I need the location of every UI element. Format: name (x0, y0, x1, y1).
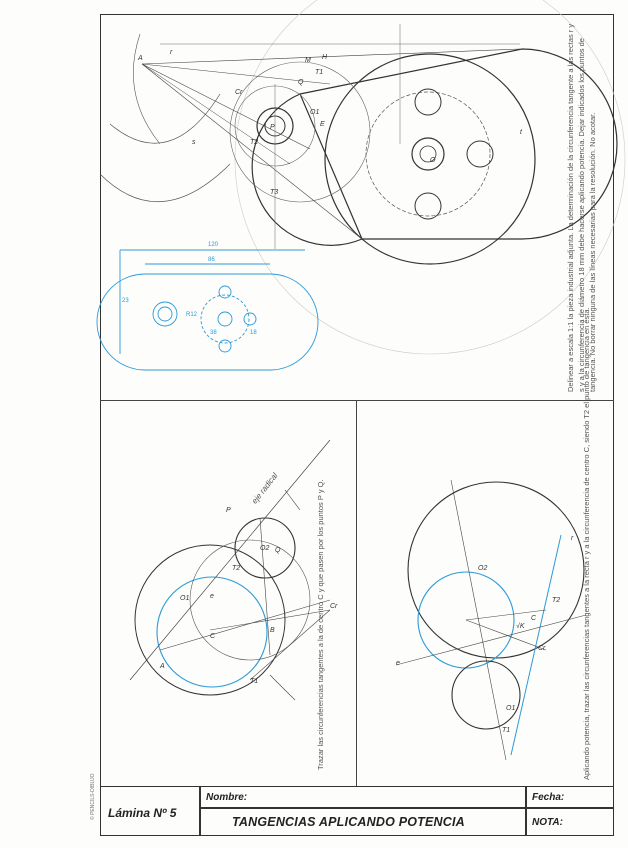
exercise-3-instructions: Aplicando potencia, trazar las circunferencias tangentes a la recta r y a la circunferencia de centro C, siendo T2 el punto de tangencia en ésta. (582, 307, 591, 780)
fecha-label: Fecha: (532, 792, 565, 803)
svg-text:18: 18 (250, 330, 257, 336)
exercise-1-panel (100, 14, 614, 400)
svg-text:23: 23 (122, 298, 129, 304)
svg-text:Cr: Cr (330, 603, 338, 610)
exercise-2-instructions: Trazar las circunferencias tangentes a la de centro C y que pasen por los puntos P y Q. (316, 479, 325, 770)
svg-text:Cr: Cr (538, 645, 546, 652)
svg-text:s: s (192, 139, 196, 146)
svg-text:A: A (160, 663, 165, 670)
exercise-3-panel (356, 307, 614, 786)
title-block (100, 786, 614, 836)
svg-text:86: 86 (208, 257, 215, 263)
svg-text:38: 38 (210, 330, 217, 336)
svg-text:A: A (138, 55, 143, 62)
svg-text:T1: T1 (250, 678, 259, 685)
svg-text:T1: T1 (502, 727, 511, 734)
svg-text:P: P (270, 124, 275, 131)
nota-label: NOTA: (532, 817, 563, 828)
svg-text:E: E (320, 121, 325, 128)
svg-text:O1: O1 (180, 595, 190, 602)
svg-text:P: P (226, 507, 231, 514)
svg-text:Q: Q (298, 79, 304, 86)
svg-text:T2: T2 (232, 565, 241, 572)
svg-text:O1: O1 (310, 109, 320, 116)
svg-text:Cr: Cr (235, 89, 243, 96)
svg-text:B: B (270, 627, 275, 634)
svg-text:e: e (210, 593, 214, 600)
svg-text:r: r (170, 49, 173, 56)
svg-text:O2: O2 (260, 545, 270, 552)
svg-text:T2: T2 (552, 597, 561, 604)
svg-text:O2: O2 (478, 565, 488, 572)
svg-text:e: e (396, 660, 400, 667)
svg-text:C: C (531, 615, 537, 622)
svg-text:r: r (571, 535, 574, 542)
eje-radical-label: eje radical (250, 471, 280, 506)
nombre-cell (200, 786, 526, 808)
exercise-3-drawing (356, 307, 614, 786)
sheet-title: TANGENCIAS APLICANDO POTENCIA (232, 815, 465, 829)
exercise-1-instructions: Delinear a escala 1:1 la pieza industrial adjunta. La determinación de la circunferencia tangente a las rectas r y s y a la circunferencia de diámetro 18 mm debe hacerse aplicando potencia. Dejar indicados los puntos de tangencia. No borrar ninguna de las líneas necesarias para la resolución. No acotar. (566, 23, 597, 392)
svg-text:T2: T2 (250, 139, 259, 146)
exercise-1-drawing (100, 14, 614, 400)
lamina-label: Lámina Nº 5 (108, 806, 177, 820)
exercise-2-panel (100, 400, 356, 786)
svg-text:T3: T3 (270, 189, 279, 196)
svg-text:M: M (305, 57, 311, 64)
svg-text:Q: Q (275, 547, 281, 554)
svg-text:O: O (430, 157, 436, 164)
svg-text:T1: T1 (315, 69, 324, 76)
svg-text:O1: O1 (506, 705, 516, 712)
svg-text:R12: R12 (186, 312, 198, 318)
nombre-label: Nombre: (206, 792, 248, 803)
svg-text:H: H (322, 54, 328, 61)
svg-text:120: 120 (208, 242, 219, 248)
side-copyright-note: © PENCILS-DIBUJO (90, 773, 96, 820)
svg-text:t: t (520, 129, 522, 136)
svg-text:C: C (210, 633, 216, 640)
svg-text:√K: √K (516, 623, 525, 630)
